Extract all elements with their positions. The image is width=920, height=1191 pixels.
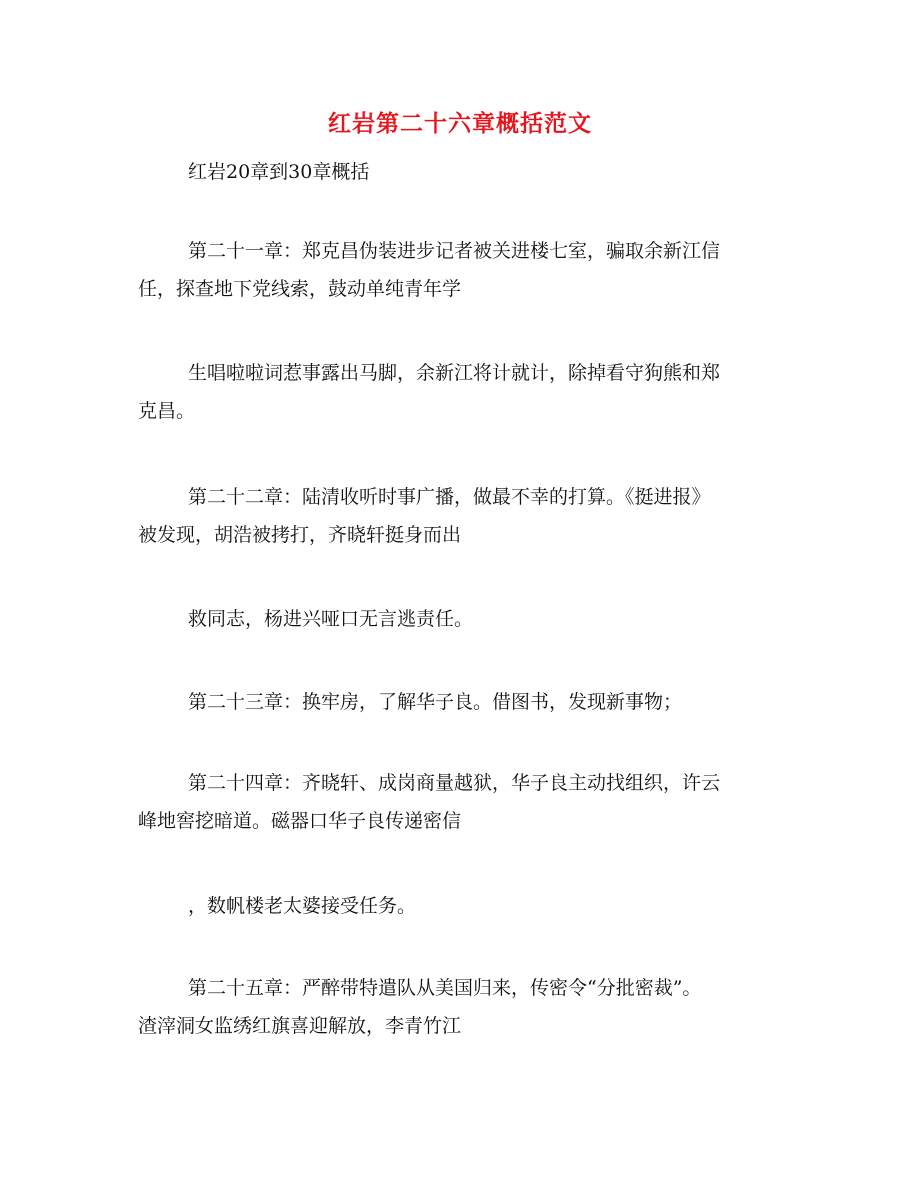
- paragraph-line: 红岩20章到30章概括: [188, 161, 370, 183]
- paragraph-line: 克昌。: [138, 400, 196, 422]
- paragraph-line: 救同志，杨进兴哑口无言逃责任。: [188, 608, 474, 630]
- paragraph: [138, 478, 784, 554]
- paragraph: [138, 354, 784, 430]
- paragraph: [138, 600, 784, 638]
- paragraph-line: 渣滓洞女监绣红旗喜迎解放，李青竹江: [138, 1015, 462, 1037]
- paragraph: [138, 232, 784, 308]
- paragraph: [138, 764, 784, 840]
- paragraph-line: 任，探查地下党线索，鼓动单纯青年学: [138, 278, 462, 300]
- paragraph-line: 第二十三章：换牢房，了解华子良。借图书，发现新事物；: [188, 691, 683, 713]
- paragraph: [138, 683, 784, 721]
- paragraph-line: 峰地窖挖暗道。磁器口华子良传递密信: [138, 810, 462, 832]
- paragraph-line: 被发现，胡浩被拷打，齐晓轩挺身而出: [138, 524, 462, 546]
- paragraph-line: 第二十一章：郑克昌伪装进步记者被关进楼七室，骗取余新江信: [188, 240, 721, 262]
- paragraph-line: 第二十四章：齐晓轩、成岗商量越狱，华子良主动找组织，许云: [188, 772, 721, 794]
- paragraph-line: ，数帆楼老太婆接受任务。: [188, 895, 417, 917]
- paragraph: [138, 887, 784, 925]
- document-title: 红岩第二十六章概括范文: [328, 110, 592, 137]
- paragraph: [138, 153, 784, 191]
- paragraph: [138, 969, 784, 1045]
- paragraph-line: 第二十五章：严醉带特遣队从美国归来，传密令“分批密裁”。: [188, 977, 702, 999]
- paragraph-line: 生唱啦啦词惹事露出马脚，余新江将计就计，除掉看守狗熊和郑: [188, 362, 721, 384]
- paragraph-line: 第二十二章：陆清收听时事广播，做最不幸的打算。《挺进报》: [188, 486, 711, 508]
